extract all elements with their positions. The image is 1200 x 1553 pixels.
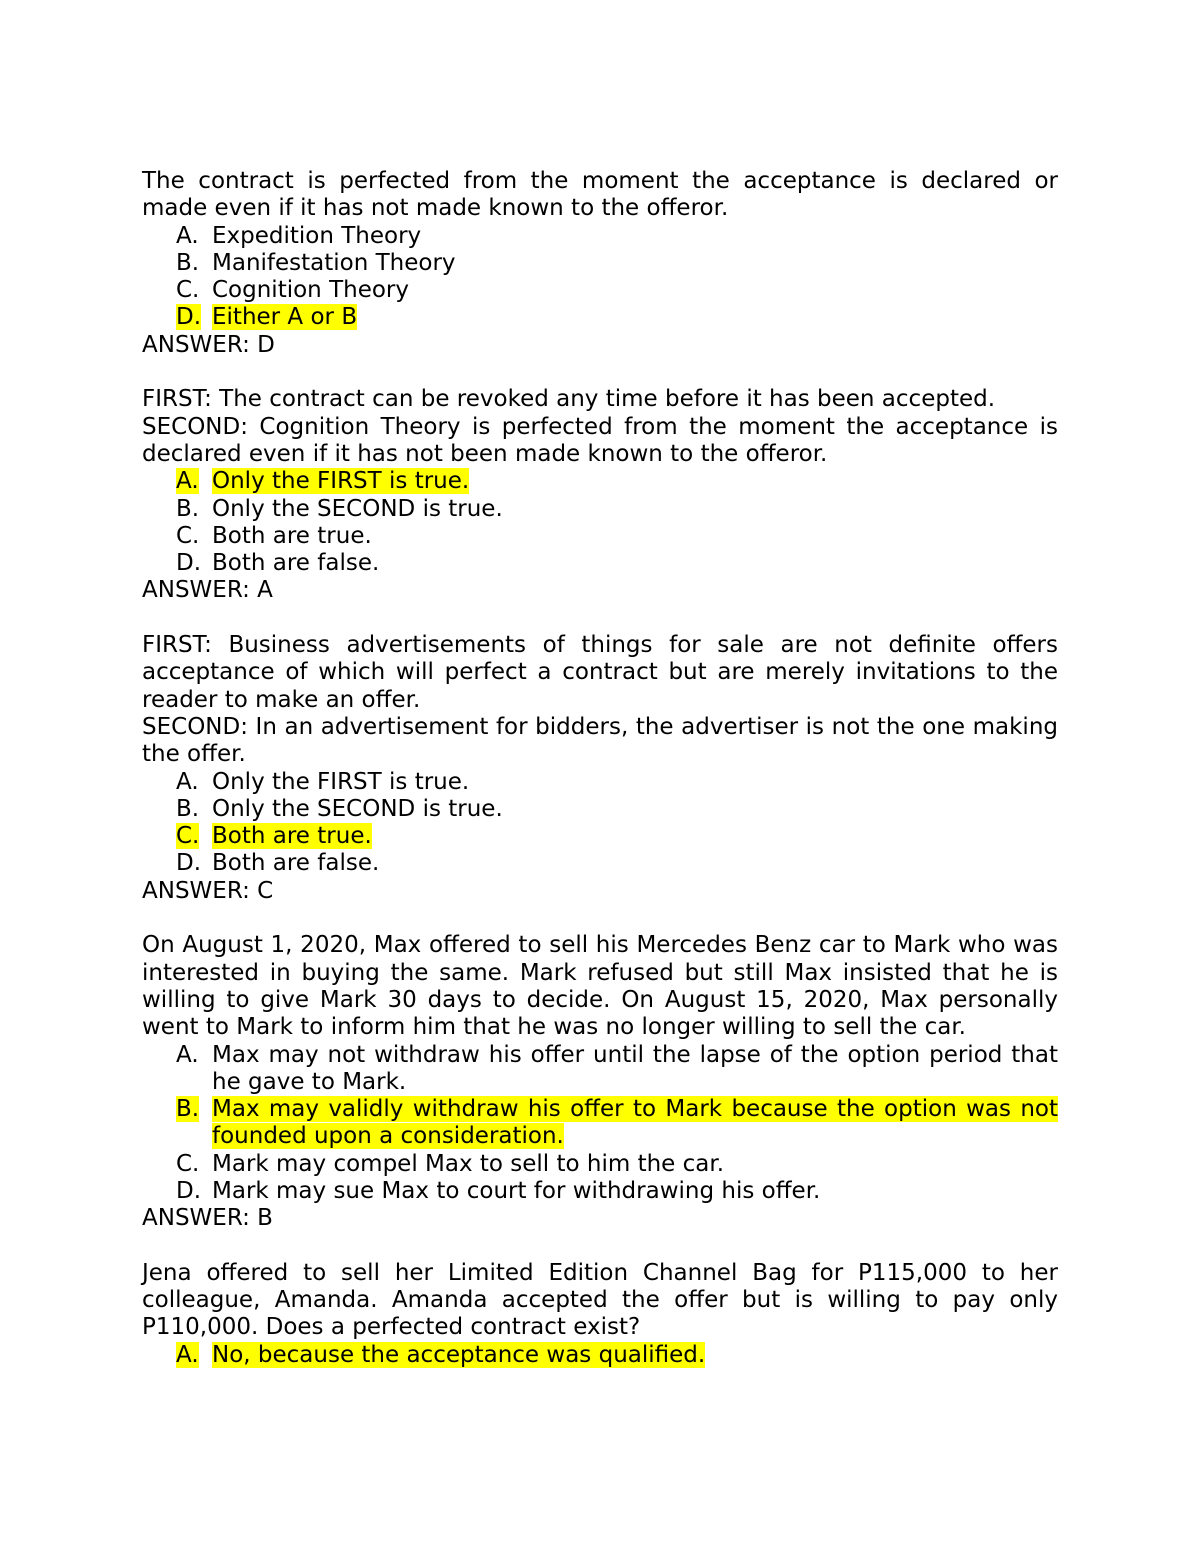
question-1 — [142, 168, 1058, 359]
answer-line: ANSWER: A — [142, 577, 273, 604]
question-stem-second: SECOND: In an advertisement for bidders, the advertiser is not the one making the offer. — [142, 713, 1058, 768]
option-letter: B. — [176, 249, 200, 276]
option-b-highlighted — [176, 1096, 1058, 1151]
option-letter: C. — [176, 823, 200, 850]
option-text: Mark may compel Max to sell to him the car. — [212, 1150, 725, 1177]
option-a — [176, 1042, 1058, 1097]
option-a-highlighted — [176, 468, 1058, 495]
option-letter: C. — [176, 522, 200, 549]
option-c — [176, 523, 1058, 550]
option-a-highlighted — [176, 1342, 1058, 1369]
option-c — [176, 1151, 1058, 1178]
option-b — [176, 796, 1058, 823]
option-letter: A. — [176, 222, 199, 249]
option-text: Only the FIRST is true. — [212, 468, 470, 495]
option-letter: D. — [176, 850, 202, 877]
question-4 — [142, 932, 1058, 1232]
option-letter: C. — [176, 1150, 200, 1177]
option-b — [176, 496, 1058, 523]
option-text: Only the SECOND is true. — [212, 795, 503, 822]
option-text: Both are true. — [212, 522, 372, 549]
option-letter: D. — [176, 550, 202, 577]
option-letter: C. — [176, 277, 200, 304]
question-stem: On August 1, 2020, Max offered to sell his Mercedes Benz car to Mark who was interested in buying the same. Mark refused but still Max insisted that he is willing to give Mark 30 days to decide. On August 15, 2020, Max personally went to Mark to inform him that he was no longer willing to sell the car. — [142, 932, 1058, 1041]
option-text: Only the FIRST is true. — [212, 768, 470, 795]
option-d — [176, 1178, 1058, 1205]
option-text: Max may not withdraw his offer until the lapse of the option period that he gave to Mark. — [212, 1041, 1058, 1095]
question-stem: Jena offered to sell her Limited Edition Channel Bag for P115,000 to her colleague, Amanda. Amanda accepted the offer but is willing to pay only P110,000. Does a perfected contract exist? — [142, 1259, 1058, 1341]
option-d — [176, 850, 1058, 877]
question-stem-first: FIRST: The contract can be revoked any time before it has been accepted. — [142, 386, 996, 413]
option-letter: D. — [176, 304, 202, 331]
option-text: No, because the acceptance was qualified. — [212, 1341, 706, 1368]
option-d — [176, 550, 1058, 577]
option-a — [176, 223, 1058, 250]
option-b — [176, 250, 1058, 277]
document-page — [142, 168, 1058, 1369]
option-text: Both are true. — [212, 823, 372, 850]
option-letter: B. — [176, 495, 200, 522]
option-text: Either A or B — [212, 304, 358, 331]
answer-line: ANSWER: B — [142, 1205, 273, 1232]
question-2 — [142, 386, 1058, 604]
answer-line: ANSWER: D — [142, 331, 275, 358]
option-text: Both are false. — [212, 850, 380, 877]
option-text: Mark may sue Max to court for withdrawing his offer. — [212, 1177, 821, 1204]
option-letter: B. — [176, 1096, 200, 1123]
option-text: Cognition Theory — [212, 277, 409, 304]
option-c-highlighted — [176, 823, 1058, 850]
option-text: Manifestation Theory — [212, 249, 456, 276]
option-letter: A. — [176, 1341, 199, 1368]
option-letter: A. — [176, 468, 199, 495]
option-text: Both are false. — [212, 550, 380, 577]
question-3 — [142, 632, 1058, 905]
option-letter: A. — [176, 1041, 199, 1068]
question-stem-second: SECOND: Cognition Theory is perfected from the moment the acceptance is declared even if it has not been made known to the offeror. — [142, 413, 1058, 467]
option-letter: A. — [176, 768, 199, 795]
question-stem: The contract is perfected from the moment the acceptance is declared or made even if it has not made known to the offeror. — [142, 168, 1058, 222]
answer-line: ANSWER: C — [142, 877, 274, 904]
option-text: Only the SECOND is true. — [212, 495, 503, 522]
option-text: Max may validly withdraw his offer to Mark because the option was not founded upon a consideration. — [212, 1096, 1058, 1150]
option-letter: B. — [176, 795, 200, 822]
option-c — [176, 277, 1058, 304]
option-text: Expedition Theory — [212, 222, 422, 249]
option-a — [176, 769, 1058, 796]
option-letter: D. — [176, 1177, 202, 1204]
question-stem-first: FIRST: Business advertisements of things for sale are not definite offers acceptance of which will perfect a contract but are merely invitations to the reader to make an offer. — [142, 632, 1058, 713]
question-5 — [142, 1260, 1058, 1369]
option-d-highlighted — [176, 304, 1058, 331]
